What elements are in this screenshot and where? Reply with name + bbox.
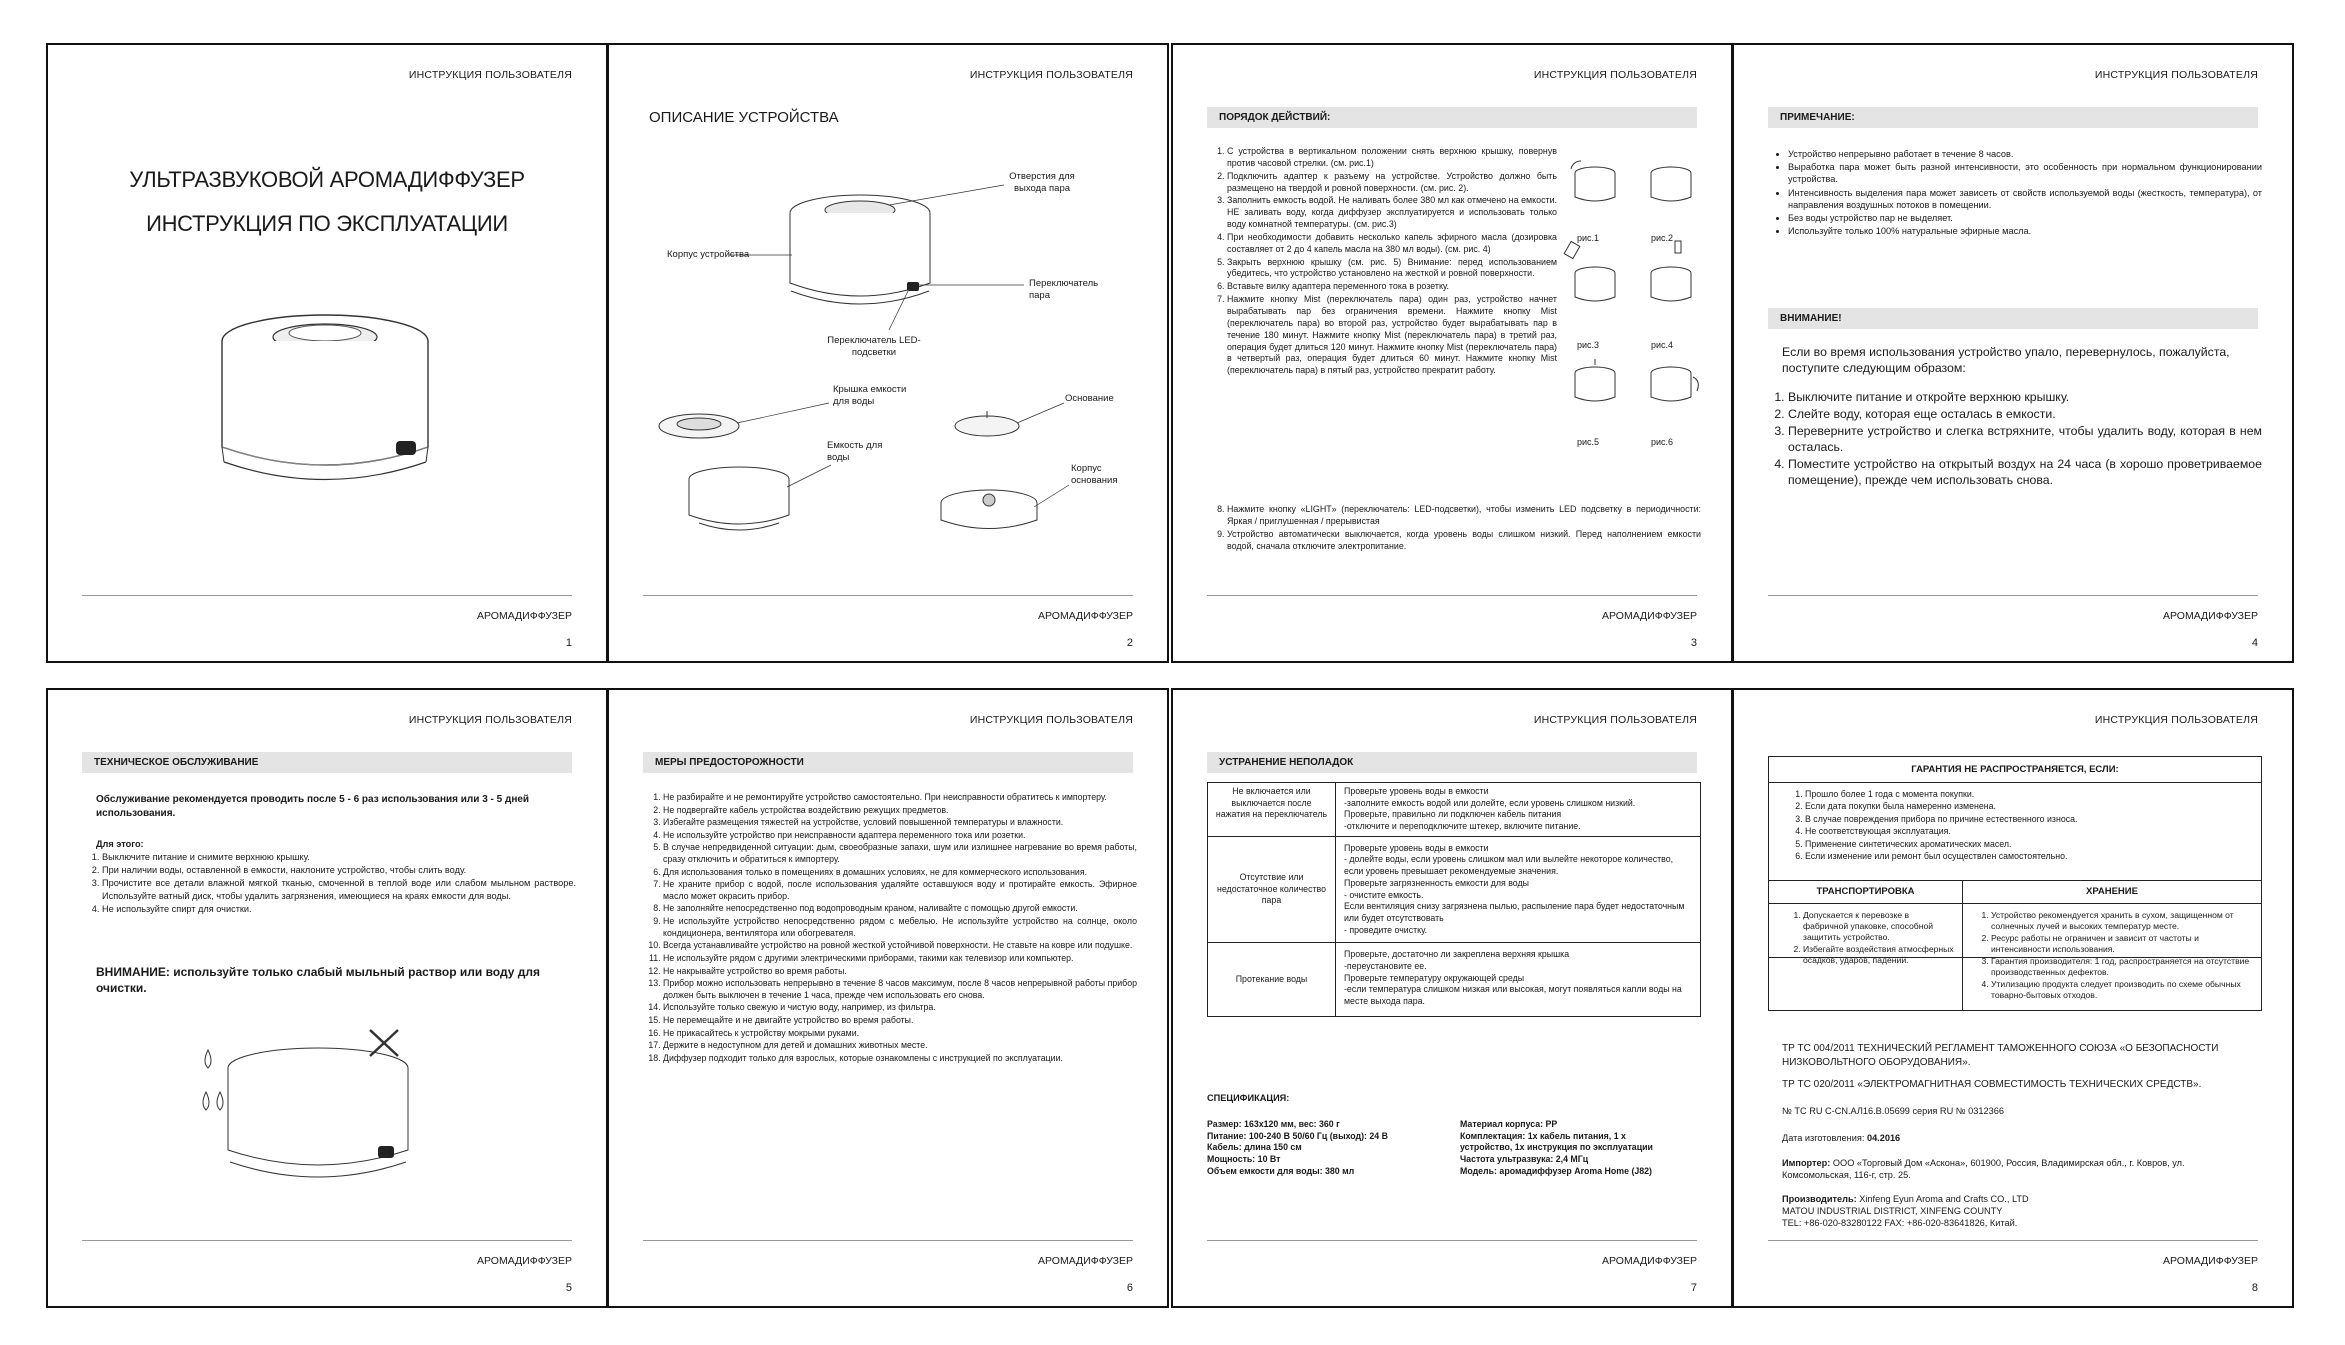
label-base: Основание	[1065, 393, 1114, 404]
page-footer: АРОМАДИФФУЗЕР	[1602, 1255, 1697, 1267]
page-6	[607, 688, 1169, 1308]
list-item: 12. Не накрывайте устройство во время работы.	[663, 966, 1137, 978]
page-header: ИНСТРУКЦИЯ ПОЛЬЗОВАТЕЛЯ	[2094, 69, 2258, 81]
list-item: 2. При наличии воды, оставленной в емкости, наклоните устройство, чтобы слить воду.	[102, 864, 576, 876]
list-item: 2. Ресурс работы не ограничен и зависит от частоты и интенсивности использования.	[1991, 933, 2255, 955]
table-row	[1769, 904, 2262, 1011]
transport-cell	[1769, 904, 1963, 1011]
list-item: 15. Не перемещайте и не двигайте устройство во время работы.	[663, 1015, 1137, 1027]
solution-cell: Проверьте уровень воды в емкости -заполните емкость водой или долейте, если уровень слишком низкий. Проверьте, правильно ли подключен кабель питания -отключите и переподключите штекер, включите питание.	[1336, 783, 1701, 837]
page-header: ИНСТРУКЦИЯ ПОЛЬЗОВАТЕЛЯ	[408, 69, 572, 81]
page-footer: АРОМАДИФФУЗЕР	[1038, 610, 1133, 622]
page-footer: АРОМАДИФФУЗЕР	[2163, 1255, 2258, 1267]
list-item: • Без воды устройство пар не выделяет.	[1788, 212, 2262, 224]
list-item: 6. Вставьте вилку адаптера переменного тока в розетку.	[1227, 281, 1557, 293]
step-figures	[1565, 163, 1715, 463]
footer-rule	[82, 595, 572, 596]
figure-caption: рис.5	[1577, 437, 1600, 447]
list-item: 1. Допускается к перевозке в фабричной упаковке, способной защитить устройство.	[1803, 910, 1956, 943]
list-item: 4. Не используйте спирт для очистки.	[102, 903, 576, 915]
page-footer: АРОМАДИФФУЗЕР	[477, 610, 572, 622]
page-header: ИНСТРУКЦИЯ ПОЛЬЗОВАТЕЛЯ	[2094, 714, 2258, 726]
list-item: 1. Устройство рекомендуется хранить в сухом, защищенном от солнечных лучей и высоких температур месте.	[1991, 910, 2255, 932]
table-row	[1208, 836, 1701, 943]
page-header: ИНСТРУКЦИЯ ПОЛЬЗОВАТЕЛЯ	[1533, 69, 1697, 81]
section-bar: ВНИМАНИЕ!	[1768, 308, 2258, 329]
manufacturer: Производитель: Xinfeng Eyun Aroma and Crafts CO., LTD MATOU INDUSTRIAL DISTRICT, XINFENG COUNTY TEL: +86-020-83280122 FAX: +86-020-83641826, Китай.	[1782, 1194, 2029, 1229]
page-number: 7	[1690, 1282, 1697, 1294]
figure-caption: рис.2	[1651, 233, 1674, 243]
spec-left: Размер: 163x120 мм, вес: 360 г Питание: 100-240 В 50/60 Гц (выход): 24 В Кабель: длина 150 см Мощность: 10 Вт Объем емкости для воды: 380 мл	[1207, 1119, 1388, 1176]
problem-cell: Не включается или выключается после нажатия на переключатель	[1208, 783, 1336, 837]
section-bar: УСТРАНЕНИЕ НЕПОЛАДОК	[1207, 752, 1697, 773]
list-item: 2. Слейте воду, которая еще осталась в емкости.	[1788, 407, 2262, 423]
cleaning-warning: ВНИМАНИЕ: используйте только слабый мыльный раствор или воду для очистки.	[96, 965, 540, 995]
diffuser-illustration	[210, 307, 440, 497]
footer-rule	[643, 1240, 1133, 1241]
label-mist-switch: Переключатель пара	[1029, 278, 1099, 301]
importer: Импортер: ООО «Торговый Дом «Аскона», 601900, Россия, Владимирская обл., г. Ковров, ул. Комсомольская, 116-г, стр. 25.	[1782, 1158, 2185, 1181]
regulation-1: ТР ТС 004/2011 ТЕХНИЧЕСКИЙ РЕГЛАМЕНТ ТАМОЖЕННОГО СОЮЗА «О БЕЗОПАСНОСТИ НИЗКОВОЛЬТНОГО ОБОРУДОВАНИЯ».	[1782, 1043, 2219, 1068]
label-lid: Крышка емкости для воды	[833, 384, 907, 407]
label-led-switch: Переключатель LED-подсветки	[827, 335, 921, 358]
page-5	[46, 688, 608, 1308]
list-item: 9. Устройство автоматически выключается, когда уровень воды слишком низкий. Перед наполнением емкости водой, сначала отключите электропитание.	[1227, 529, 1701, 553]
page-number: 6	[1126, 1282, 1133, 1294]
page-number: 3	[1690, 637, 1697, 649]
footer-rule	[1207, 1240, 1697, 1241]
transport-header: ТРАНСПОРТИРОВКА	[1769, 881, 1963, 904]
list-item: 10. Всегда устанавливайте устройство на ровной жесткой устойчивой поверхности. Не ставьте на ковре или подушке.	[663, 940, 1137, 952]
list-item: 8. Не заполняйте непосредственно под водопроводным краном, наливайте с помощью другой емкости.	[663, 903, 1137, 915]
list-item: • Интенсивность выделения пара может зависеть от свойств используемой воды (жесткость, температура), от направления воздушных потоков в помещении.	[1788, 187, 2262, 211]
table-row	[1769, 881, 2262, 904]
page-header: ИНСТРУКЦИЯ ПОЛЬЗОВАТЕЛЯ	[969, 714, 1133, 726]
section-title: ОПИСАНИЕ УСТРОЙСТВА	[649, 109, 839, 126]
list-item: 4. Не используйте устройство при неисправности адаптера переменного тока или розетки.	[663, 830, 1137, 842]
for-this-label: Для этого:	[96, 839, 144, 849]
solution-cell: Проверьте уровень воды в емкости - долейте воды, если уровень слишком мал или вылейте некоторое количество, если уровень превышает рекомендуемые значения. Проверьте загрязненность емкости для воды - очистите емкость. Если вентиляция снизу загрязнена пылью, распыление пара будет недостаточным или будет отсутствовать - проведите очистку.	[1336, 836, 1701, 943]
spec-right: Материал корпуса: PP Комплектация: 1х кабель питания, 1 х устройство, 1х инструкция по эксплуатации Частота ультразвука: 2,4 МГц Модель: аромадиффузер Aroma Home (J82)	[1460, 1119, 1653, 1176]
list-item: 2. Если дата покупки была намеренно изменена.	[1805, 801, 2261, 812]
warranty-title: ГАРАНТИЯ НЕ РАСПРОСТРАНЯЕТСЯ, ЕСЛИ:	[1911, 764, 2119, 775]
page-header: ИНСТРУКЦИЯ ПОЛЬЗОВАТЕЛЯ	[1533, 714, 1697, 726]
label-body: Корпус устройства	[667, 249, 750, 260]
list-item: 17. Держите в недоступном для детей и домашних животных месте.	[663, 1040, 1137, 1052]
figure-caption: рис.3	[1577, 340, 1600, 350]
list-item: 3. Прочистите все детали влажной мягкой тканью, смоченной в теплой воде или слабом мыльном растворе. Используйте ватный диск, чтобы удалить загрязнения, имеющиеся на краях емкости для воды.	[102, 877, 576, 901]
footer-rule	[1768, 595, 2258, 596]
label-base-body: Корпус основания	[1071, 463, 1118, 486]
list-item: 2. Подключить адаптер к разъему на устройстве. Устройство должно быть размещено на твердой и ровной поверхности. (см. рис. 2).	[1227, 171, 1557, 195]
page-3	[1171, 43, 1733, 663]
page-8	[1732, 688, 2294, 1308]
problem-cell: Протекание воды	[1208, 943, 1336, 1016]
page-number: 4	[2251, 637, 2258, 649]
list-item: 4. При необходимости добавить несколько капель эфирного масла (дозировка составляет от 2 до 4 капель масла на 380 мл воды). (см. рис. 4)	[1227, 232, 1557, 256]
list-item: 1. Выключите питание и снимите верхнюю крышку.	[102, 851, 576, 863]
list-item: 1. Прошло более 1 года с момента покупки.	[1805, 789, 2261, 800]
page-footer: АРОМАДИФФУЗЕР	[1602, 610, 1697, 622]
page-7	[1171, 688, 1733, 1308]
section-bar: ТЕХНИЧЕСКОЕ ОБСЛУЖИВАНИЕ	[82, 752, 572, 773]
list-item: 6. Для использования только в помещениях в домашних условиях, не для коммерческого использования.	[663, 867, 1137, 879]
table-row	[1208, 943, 1701, 1016]
certificate: № ТС RU C-CN.АЛ16.В.05699 серия RU № 0312366	[1782, 1106, 2004, 1116]
list-item: 3. Переверните устройство и слегка встряхните, чтобы удалить воду, которая в нем осталась.	[1788, 424, 2262, 456]
list-item: 5. Закрыть верхнюю крышку (см. рис. 5) Внимание: перед использованием убедитесь, что устройство установлено на жесткой и ровной поверхности.	[1227, 257, 1557, 281]
page-number: 8	[2251, 1282, 2258, 1294]
page-4	[1732, 43, 2294, 663]
figure-caption: рис.6	[1651, 437, 1674, 447]
problem-cell: Отсутствие или недостаточное количество пара	[1208, 836, 1336, 943]
list-item: 8. Нажмите кнопку «LIGHT» (переключатель: LED-подсветки), чтобы изменить LED подсветку в периодичности: Яркая / приглушенная / прерывистая	[1227, 504, 1701, 528]
footer-rule	[643, 595, 1133, 596]
list-item: 4. Утилизацию продукта следует производить по схеме обычных товарно-бытовых отходов.	[1991, 979, 2255, 1001]
page-footer: АРОМАДИФФУЗЕР	[477, 1255, 572, 1267]
section-bar: ПРИМЕЧАНИЕ:	[1768, 107, 2258, 128]
list-item: 5. В случае непредвиденной ситуации: дым, своеобразные запахи, шум или излишнее нагревание во время работы, сразу отключить и обратиться к импортеру.	[663, 842, 1137, 865]
list-item: 13. Прибор можно использовать непрерывно в течение 8 часов максимум, после 8 часов непрерывной работы прибор должен быть выключен в течение 1 часа, прежде чем использовать его снова.	[663, 978, 1137, 1001]
list-item: 16. Не прикасайтесь к устройству мокрыми руками.	[663, 1028, 1137, 1040]
page-title: УЛЬТРАЗВУКОВОЙ АРОМАДИФФУЗЕР	[129, 167, 525, 192]
page-footer: АРОМАДИФФУЗЕР	[1038, 1255, 1133, 1267]
footer-rule	[1768, 1240, 2258, 1241]
troubleshooting-table	[1207, 782, 1701, 1017]
footer-rule	[82, 1240, 572, 1241]
list-item: 3. Избегайте размещения тяжестей на устройстве, условий повышенной температуры и влажности.	[663, 817, 1137, 829]
page-footer: АРОМАДИФФУЗЕР	[2163, 610, 2258, 622]
page-number: 1	[565, 637, 572, 649]
list-item: 3. Заполнить емкость водой. Не наливать более 380 мл как отмечено на емкости. НЕ заливать воду, когда диффузер эксплуатируется и использовать только воду комнатной температуры. (см. рис.3)	[1227, 195, 1557, 231]
maintenance-steps	[82, 851, 576, 916]
solution-cell: Проверьте, достаточно ли закреплена верхняя крышка -переустановите ее. Проверьте температуру окружающей среды -если температура слишком низкая или высокая, могут появляться капли воды на месте выхода пара.	[1336, 943, 1701, 1016]
list-item: 1. С устройства в вертикальном положении снять верхнюю крышку, повернув против часовой стрелки. (см. рис.1)	[1227, 146, 1557, 170]
notes-list	[1768, 148, 2262, 239]
storage-header: ХРАНЕНИЕ	[1963, 881, 2262, 904]
list-item: 18. Диффузер подходит только для взрослых, которые ознакомлены с инструкцией по эксплуатации.	[663, 1053, 1137, 1065]
maintenance-lead: Обслуживание рекомендуется проводить после 5 - 6 раз использования или 3 - 5 дней использования.	[96, 794, 530, 819]
list-item: 4. Поместите устройство на открытый воздух на 24 часа (в хорошо проветриваемое помещение), прежде чем использовать снова.	[1788, 457, 2262, 489]
list-item: 3. Гарантия производителя: 1 год, распространяется на отсутствие производственных дефектов.	[1991, 956, 2255, 978]
steps-list	[1207, 146, 1557, 378]
steps-list-wide	[1207, 504, 1701, 553]
page-1	[46, 43, 608, 663]
transport-storage-table	[1768, 880, 2262, 1011]
list-item: • Выработка пара может быть разной интенсивности, это особенность при нормальном функционировании устройства.	[1788, 161, 2262, 185]
section-bar: МЕРЫ ПРЕДОСТОРОЖНОСТИ	[643, 752, 1133, 773]
label-steam-holes: Отверстия для выхода пара	[1009, 171, 1075, 194]
list-item: 6. Если изменение или ремонт был осуществлен самостоятельно.	[1805, 851, 2261, 862]
label-tank: Емкость для воды	[827, 440, 883, 463]
warning-intro: Если во время использования устройство упало, перевернулось, пожалуйста, поступите следующим образом:	[1782, 345, 2230, 375]
list-item: 9. Не используйте устройство непосредственно рядом с мебелью. Не используйте устройство на солнце, около кондиционера, вентилятора или обогревателя.	[663, 916, 1137, 939]
list-item: 11. Не используйте рядом с другими электрическими приборами, такими как телевизор или компьютер.	[663, 953, 1137, 965]
page-header: ИНСТРУКЦИЯ ПОЛЬЗОВАТЕЛЯ	[969, 69, 1133, 81]
list-item: 5. Применение синтетических ароматических масел.	[1805, 839, 2261, 850]
footer-rule	[1207, 595, 1697, 596]
page-subtitle: ИНСТРУКЦИЯ ПО ЭКСПЛУАТАЦИИ	[146, 211, 508, 236]
list-item: 7. Не храните прибор с водой, после использования удаляйте оставшуюся воду и протирайте емкость. Эфирное масло может окрасить прибор.	[663, 879, 1137, 902]
page-number: 5	[565, 1282, 572, 1294]
list-item: 1. Не разбирайте и не ремонтируйте устройство самостоятельно. При неисправности обратитесь к импортеру.	[663, 792, 1137, 804]
figure-caption: рис.1	[1577, 233, 1600, 243]
table-row	[1208, 783, 1701, 837]
list-item: 2. Избегайте воздействия атмосферных осадков, ударов, падений.	[1803, 944, 1956, 966]
storage-cell	[1963, 904, 2262, 1011]
list-item: 3. В случае повреждения прибора по причине естественного износа.	[1805, 814, 2261, 825]
list-item: 4. Не соответствующая эксплуатация.	[1805, 826, 2261, 837]
list-item: 14. Используйте только свежую и чистую воду, например, из фильтра.	[663, 1002, 1137, 1014]
cleaning-illustration	[198, 1030, 438, 1200]
list-item: • Используйте только 100% натуральные эфирные масла.	[1788, 225, 2262, 237]
list-item: • Устройство непрерывно работает в течение 8 часов.	[1788, 148, 2262, 160]
spec-title: СПЕЦИФИКАЦИЯ:	[1207, 1093, 1290, 1103]
precautions-list	[643, 792, 1137, 1065]
manufacture-date: Дата изготовления: 04.2016	[1782, 1133, 1901, 1143]
list-item: 1. Выключите питание и откройте верхнюю крышку.	[1788, 390, 2262, 406]
page-header: ИНСТРУКЦИЯ ПОЛЬЗОВАТЕЛЯ	[408, 714, 572, 726]
page-2	[607, 43, 1169, 663]
page-number: 2	[1126, 637, 1133, 649]
regulation-2: ТР ТС 020/2011 «ЭЛЕКТРОМАГНИТНАЯ СОВМЕСТИМОСТЬ ТЕХНИЧЕСКИХ СРЕДСТВ».	[1782, 1079, 2202, 1090]
list-item: 2. Не подвергайте кабель устройства воздействию режущих предметов.	[663, 805, 1137, 817]
figure-caption: рис.4	[1651, 340, 1674, 350]
warning-steps	[1768, 390, 2262, 490]
section-bar: ПОРЯДОК ДЕЙСТВИЙ:	[1207, 107, 1697, 128]
list-item: 7. Нажмите кнопку Mist (переключатель пара) один раз, устройство начнет вырабатывать пар без ограничения времени. Нажмите кнопку Mist (переключатель пара) во второй раз, устройство будет вырабатывать пар в течение 180 минут. Нажмите кнопку Mist (переключатель пара) в третий раз, операция будет длиться 120 минут. Нажмите кнопку Mist (переключатель пара) в четвертый раз, операция будет длиться 60 минут. Нажмите кнопку Mist (переключатель пара) в пятый раз, устройство прекратит работу.	[1227, 294, 1557, 377]
warranty-list	[1769, 783, 2261, 863]
